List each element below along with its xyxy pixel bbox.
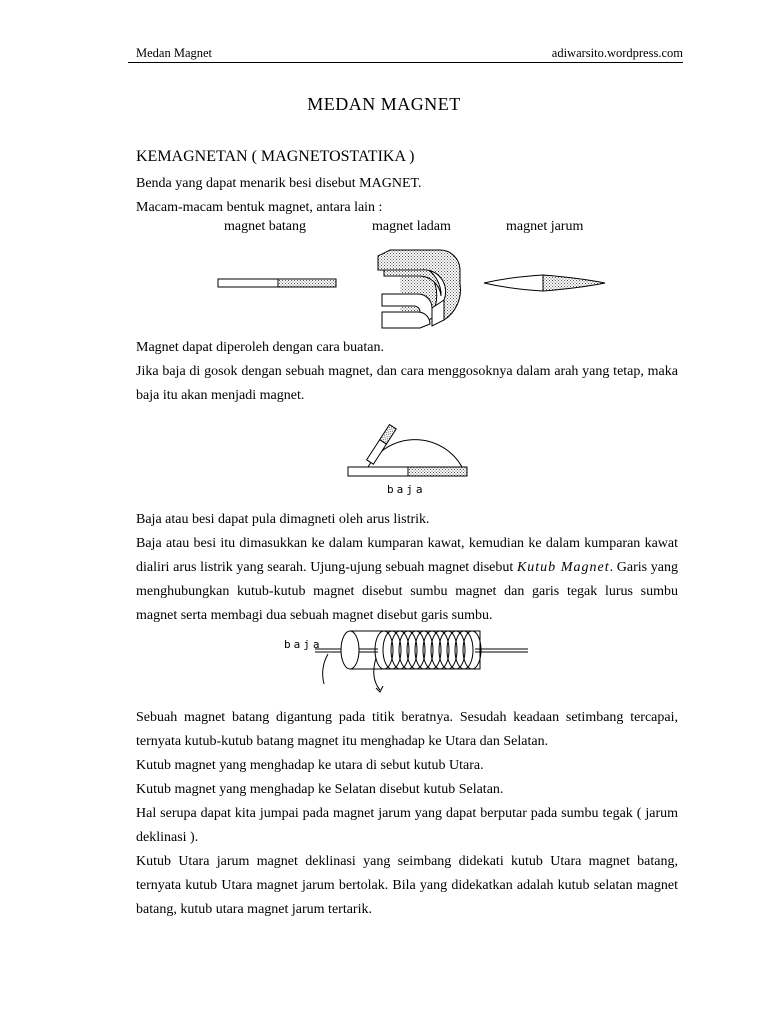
horseshoe-magnet-drawing xyxy=(378,250,460,328)
coil-windings xyxy=(375,631,481,669)
electromagnet-paragraph xyxy=(136,508,678,628)
page-title: MEDAN MAGNET xyxy=(307,94,461,114)
poles-paragraph xyxy=(136,706,678,922)
steel-label-1: baja xyxy=(387,483,426,496)
poles-line-2: Kutub magnet yang menghadap ke utara di sebut kutub Utara. xyxy=(136,758,484,773)
magnet-shapes-figure xyxy=(0,244,768,344)
poles-line-4: Hal serupa dapat kita jumpai pada magnet jarum yang dapat berputar pada sumbu tegak ( jarum deklinasi ). xyxy=(136,806,678,845)
poles-line-3: Kutub magnet yang menghadap ke Selatan disebut kutub Selatan. xyxy=(136,782,504,797)
electro-text-a: Baja atau besi itu dimasukkan ke dalam kumparan kawat, kemudian ke dalam kumparan kawat dialiri arus listrik yang searah. Ujung-ujung sebuah magnet disebut xyxy=(136,536,678,575)
steel-label-2: baja xyxy=(284,638,323,651)
wire-lead-left xyxy=(323,654,328,684)
artificial-line-2: Jika baja di gosok dengan sebuah magnet, dan cara menggosoknya dalam arah yang tetap, maka baja itu akan menjadi magnet. xyxy=(136,364,678,403)
intro-line-1: Benda yang dapat menarik besi disebut MAGNET. xyxy=(136,176,422,191)
kutub-magnet-term: Kutub Magnet xyxy=(516,560,610,575)
intro-line-2: Macam-macam bentuk magnet, antara lain : xyxy=(136,200,383,215)
bar-magnet-drawing xyxy=(218,279,336,287)
coil-figure xyxy=(280,628,540,708)
section-heading: KEMAGNETAN ( MAGNETOSTATIKA ) xyxy=(136,148,415,165)
header-rule xyxy=(128,62,683,63)
artificial-magnet-paragraph xyxy=(136,336,678,408)
caption-magnet-ladam: magnet ladam xyxy=(372,219,451,234)
electro-line-2 xyxy=(136,532,678,628)
electro-line-1: Baja atau besi dapat pula dimagneti oleh arus listrik. xyxy=(136,512,430,527)
rubbing-steel-figure xyxy=(340,412,480,502)
artificial-line-1: Magnet dapat diperoleh dengan cara buatan. xyxy=(136,340,385,355)
poles-line-1: Sebuah magnet batang digantung pada titik beratnya. Sesudah keadaan setimbang tercapai, ternyata kutub-kutub batang magnet itu menghadap ke Utara dan Selatan. xyxy=(136,710,678,749)
poles-line-5: Kutub Utara jarum magnet deklinasi yang seimbang didekati kutub Utara magnet batang, ternyata kutub Utara magnet jarum bertolak. Bila yang didekatkan adalah kutub selatan magnet batang, kutub utara magnet jarum tertarik. xyxy=(136,854,678,917)
intro-paragraph xyxy=(136,172,678,220)
caption-magnet-jarum: magnet jarum xyxy=(506,219,584,234)
needle-magnet-drawing xyxy=(484,275,605,291)
electro-text-b: . Garis yang menghubungkan kutub-kutub magnet disebut sumbu magnet dan garis tegak lurus sumbu magnet serta membagi dua sebuah magnet disebut garis sumbu. xyxy=(136,560,678,623)
caption-magnet-batang: magnet batang xyxy=(224,219,307,234)
running-header-site: adiwarsito.wordpress.com xyxy=(551,46,683,60)
running-header-title: Medan Magnet xyxy=(136,46,213,60)
